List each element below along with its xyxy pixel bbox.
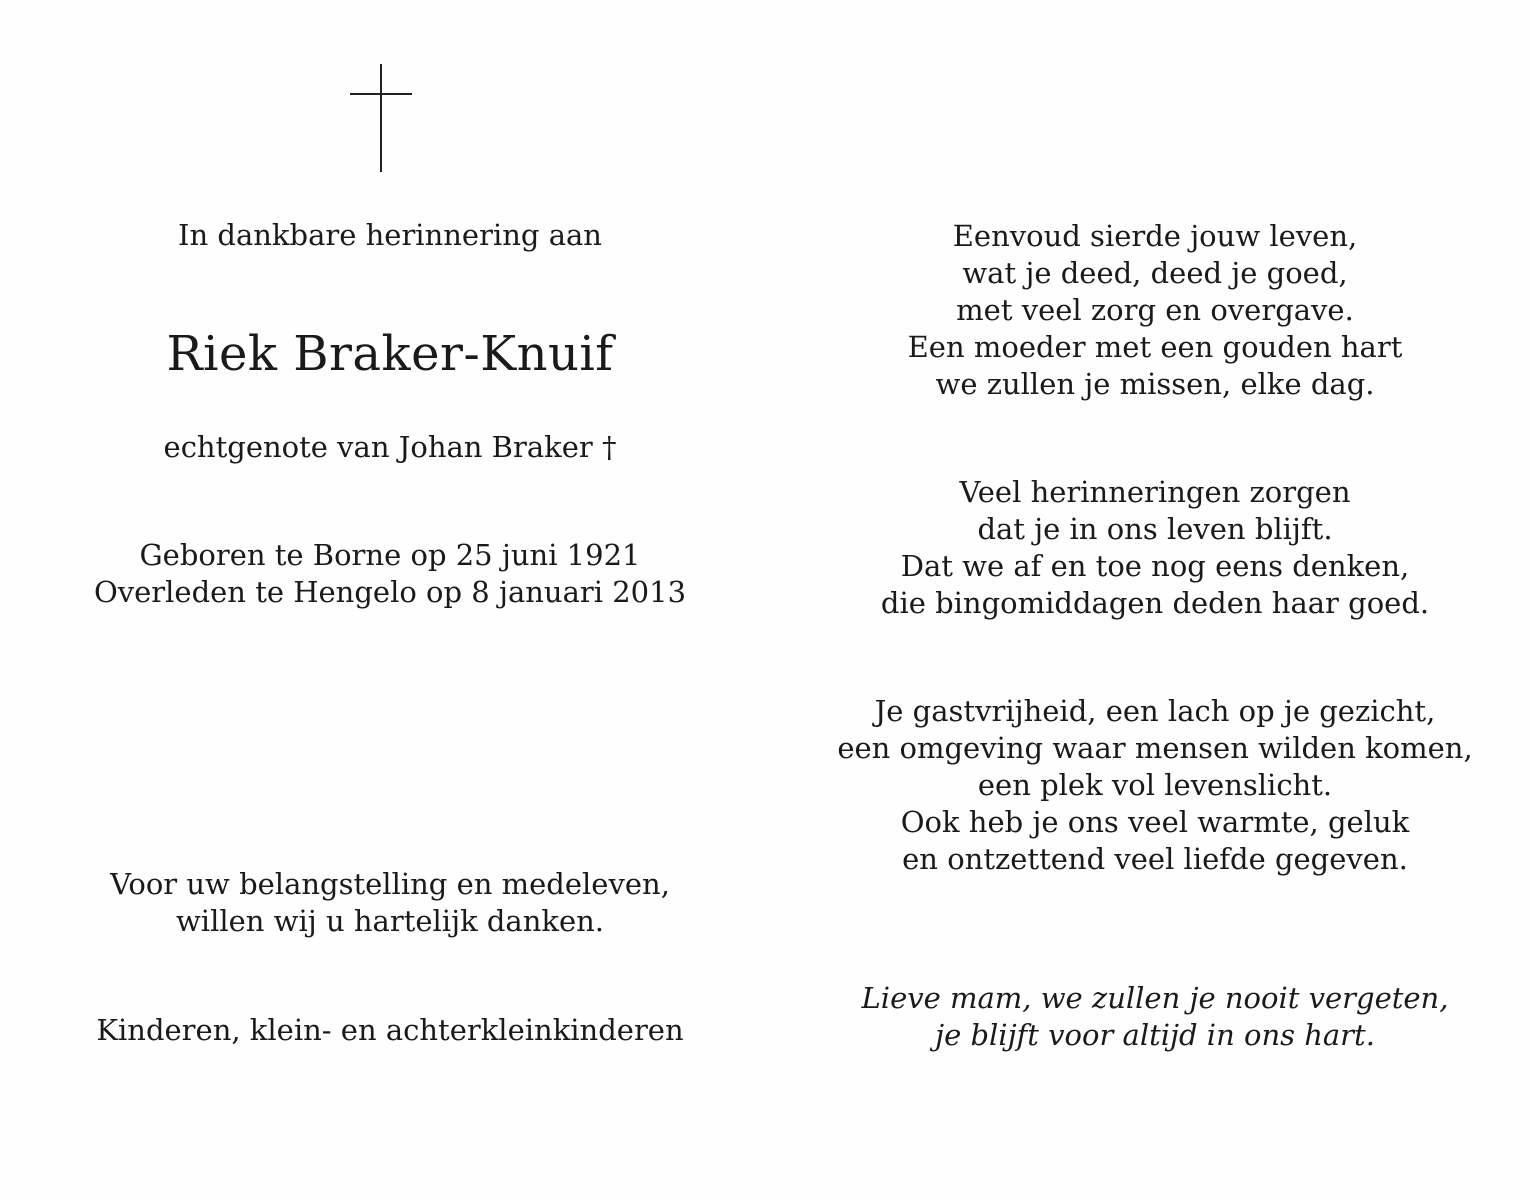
poem-line: met veel zorg en overgave. (956, 293, 1354, 327)
poem-closing (805, 980, 1505, 1054)
poem-line: een omgeving waar mensen wilden komen, (837, 731, 1473, 765)
poem-stanza-2 (805, 474, 1505, 622)
name-line: Riek Braker-Knuif (166, 326, 614, 382)
spouse-line: echtgenote van Johan Braker † (163, 430, 617, 464)
poem-line: Een moeder met een gouden hart (907, 330, 1403, 364)
poem-line: je blijft voor altijd in ons hart. (935, 1018, 1375, 1052)
poem-line: Lieve mam, we zullen je nooit vergeten, (861, 981, 1449, 1015)
family-signature (40, 1011, 740, 1049)
poem-line: een plek vol levenslicht. (977, 768, 1333, 802)
poem-line: Veel herinneringen zorgen (959, 475, 1351, 509)
thanks-line: Voor uw belangstelling en medeleven, (110, 867, 670, 901)
died-line: Overleden te Hengelo op 8 januari 2013 (93, 575, 687, 609)
poem-line: Dat we af en toe nog eens denken, (900, 549, 1410, 583)
thanks-text (40, 866, 740, 940)
thanks-line: willen wij u hartelijk danken. (175, 904, 605, 938)
poem-stanza-1 (805, 218, 1505, 403)
poem-line: Eenvoud sierde jouw leven, (952, 219, 1358, 253)
poem-line: die bingomiddagen deden haar goed. (880, 586, 1430, 620)
poem-line: we zullen je missen, elke dag. (935, 367, 1375, 401)
poem-line: en ontzettend veel liefde gegeven. (902, 842, 1408, 876)
intro-text (40, 216, 740, 254)
poem-line: dat je in ons leven blijft. (977, 512, 1333, 546)
intro-line: In dankbare herinnering aan (178, 218, 602, 252)
poem-line: wat je deed, deed je goed, (962, 256, 1348, 290)
born-line: Geboren te Borne op 25 juni 1921 (139, 538, 641, 572)
poem-stanza-3 (805, 693, 1505, 878)
family-line: Kinderen, klein- en achterkleinkinderen (96, 1013, 684, 1047)
poem-line: Je gastvrijheid, een lach op je gezicht, (874, 694, 1436, 728)
life-dates (40, 537, 740, 611)
poem-line: Ook heb je ons veel warmte, geluk (900, 805, 1410, 839)
spouse-text (40, 428, 740, 466)
cross-icon (350, 64, 412, 172)
deceased-name (40, 324, 740, 384)
